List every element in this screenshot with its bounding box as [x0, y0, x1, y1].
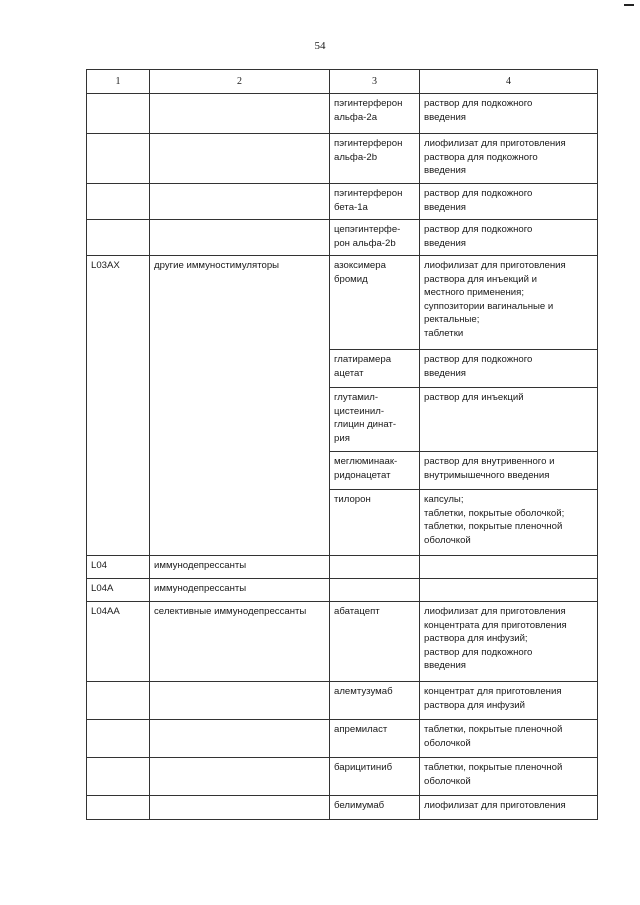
atc-code-cell: L04AA: [87, 602, 150, 682]
group-name-cell: [150, 758, 330, 796]
dosage-form-cell: таблетки, покрытые пленочной оболочкой: [420, 720, 598, 758]
drug-name-cell: глатирамера ацетат: [330, 350, 420, 388]
atc-code-cell: [87, 720, 150, 758]
header-row: [87, 70, 598, 94]
atc-code-cell: L03AX: [87, 256, 150, 556]
atc-code-cell: L04: [87, 556, 150, 579]
dosage-form-cell: концентрат для приготовления раствора для инфузий: [420, 682, 598, 720]
table-row: [87, 94, 598, 134]
drug-name-cell: [330, 556, 420, 579]
dosage-form-cell: таблетки, покрытые пленочной оболочкой: [420, 758, 598, 796]
atc-code-cell: [87, 184, 150, 220]
header-col-2: 2: [150, 70, 330, 94]
header-col-1: 1: [87, 70, 150, 94]
drug-name-cell: барицитиниб: [330, 758, 420, 796]
table-row: [87, 682, 598, 720]
drug-name-cell: цепэгинтерфе- рон альфа-2b: [330, 220, 420, 256]
table-row: [87, 134, 598, 184]
group-name-cell: [150, 220, 330, 256]
table-row: [87, 720, 598, 758]
group-name-cell: [150, 94, 330, 134]
drug-name-cell: апремиласт: [330, 720, 420, 758]
group-name-cell: иммунодепрессанты: [150, 579, 330, 602]
table-row: [87, 796, 598, 820]
table-row: [87, 579, 598, 602]
dosage-form-cell: раствор для подкожного введения: [420, 184, 598, 220]
table-row: [87, 602, 598, 682]
table-row: [87, 220, 598, 256]
dosage-form-cell: раствор для инъекций: [420, 388, 598, 452]
table-row: [87, 256, 598, 350]
drug-name-cell: меглюминаак- ридонацетат: [330, 452, 420, 490]
group-name-cell: другие иммуностимуляторы: [150, 256, 330, 556]
header-col-3: 3: [330, 70, 420, 94]
drug-name-cell: пэгинтерферон альфа-2b: [330, 134, 420, 184]
dosage-form-cell: раствор для подкожного введения: [420, 350, 598, 388]
dosage-form-cell: раствор для внутривенного и внутримышечного введения: [420, 452, 598, 490]
atc-code-cell: [87, 758, 150, 796]
dosage-form-cell: капсулы; таблетки, покрытые оболочкой; таблетки, покрытые пленочной оболочкой: [420, 490, 598, 556]
dosage-form-cell: лиофилизат для приготовления раствора для инъекций и местного применения; суппозитории вагинальные и ректальные; таблетки: [420, 256, 598, 350]
group-name-cell: [150, 184, 330, 220]
drug-name-cell: тилорон: [330, 490, 420, 556]
drug-name-cell: абатацепт: [330, 602, 420, 682]
table-row: [87, 556, 598, 579]
group-name-cell: [150, 720, 330, 758]
drug-name-cell: азоксимера бромид: [330, 256, 420, 350]
atc-code-cell: [87, 94, 150, 134]
atc-code-cell: [87, 134, 150, 184]
header-col-4: 4: [420, 70, 598, 94]
drug-table: [86, 69, 598, 820]
group-name-cell: селективные иммунодепрессанты: [150, 602, 330, 682]
page-number: 54: [314, 40, 326, 52]
dosage-form-cell: лиофилизат для приготовления концентрата для приготовления раствора для инфузий; раствор для подкожного введения: [420, 602, 598, 682]
group-name-cell: [150, 134, 330, 184]
dosage-form-cell: [420, 579, 598, 602]
atc-code-cell: L04A: [87, 579, 150, 602]
drug-name-cell: алемтузумаб: [330, 682, 420, 720]
drug-name-cell: пэгинтерферон бета-1а: [330, 184, 420, 220]
dosage-form-cell: раствор для подкожного введения: [420, 220, 598, 256]
drug-name-cell: [330, 579, 420, 602]
group-name-cell: [150, 682, 330, 720]
dosage-form-cell: лиофилизат для приготовления раствора для подкожного введения: [420, 134, 598, 184]
drug-name-cell: глутамил- цистеинил- глицин динат- рия: [330, 388, 420, 452]
group-name-cell: [150, 796, 330, 820]
drug-name-cell: белимумаб: [330, 796, 420, 820]
table-row: [87, 184, 598, 220]
dosage-form-cell: [420, 556, 598, 579]
dosage-form-cell: раствор для подкожного введения: [420, 94, 598, 134]
drug-name-cell: пэгинтерферон альфа-2а: [330, 94, 420, 134]
atc-code-cell: [87, 796, 150, 820]
dosage-form-cell: лиофилизат для приготовления: [420, 796, 598, 820]
table-row: [87, 758, 598, 796]
atc-code-cell: [87, 220, 150, 256]
group-name-cell: иммунодепрессанты: [150, 556, 330, 579]
atc-code-cell: [87, 682, 150, 720]
scan-corner-mark: [624, 4, 634, 6]
